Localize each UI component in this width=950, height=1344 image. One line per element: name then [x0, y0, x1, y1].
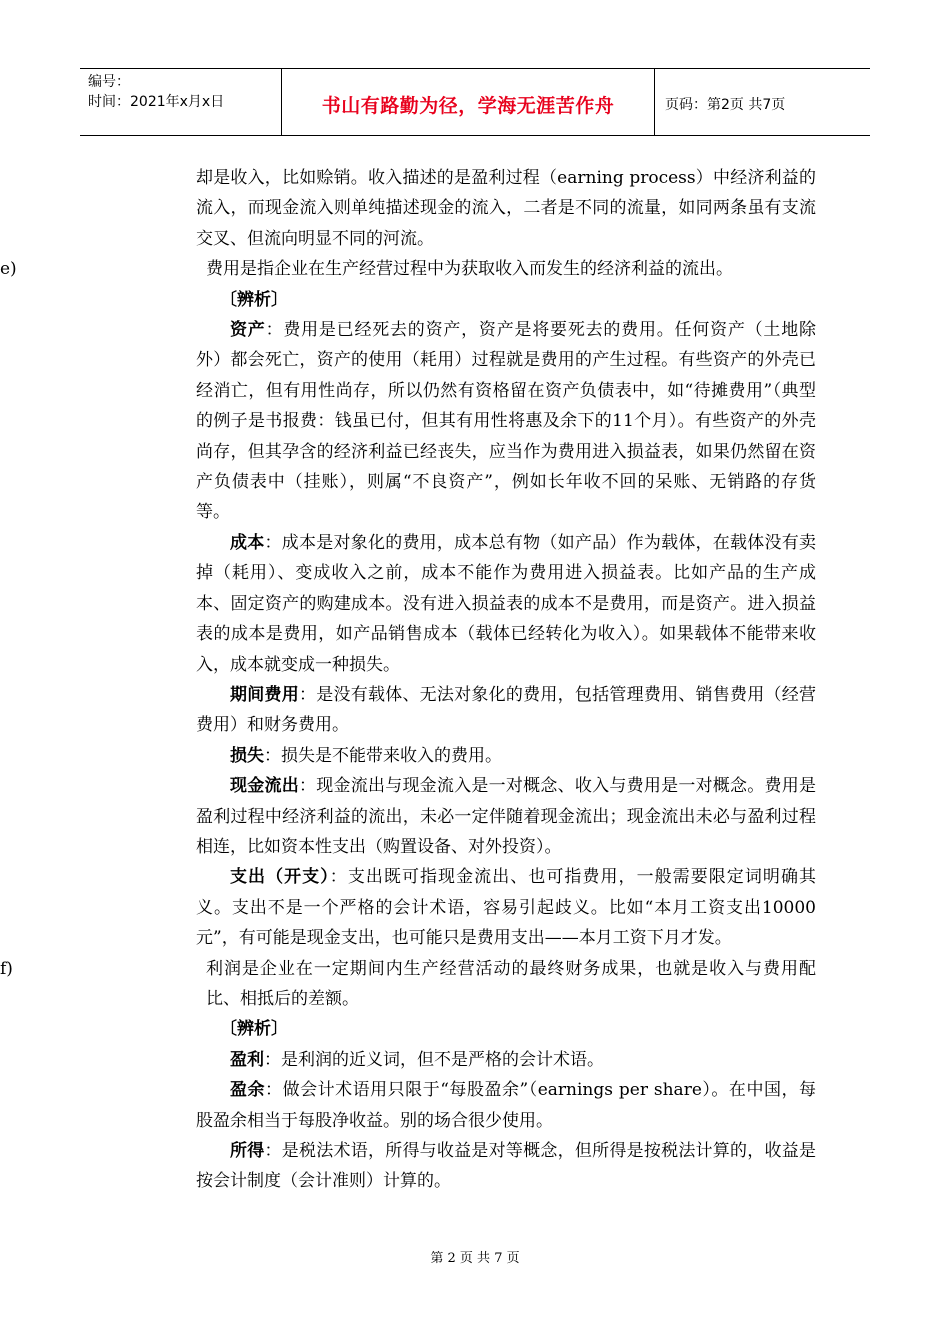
term-income: 所得 [230, 1141, 265, 1161]
text-cash-outflow: ：现金流出与现金流入是一对概念、收入与费用是一对概念。费用是盈利过程中经济利益的流出，未必一定伴随着现金流出；现金流出未必与盈利过程相连，比如资本性支出（购置设备、对外投资）。 [196, 776, 817, 857]
paragraph-profit [196, 1045, 816, 1075]
list-text-f: 利润是企业在一定期间内生产经营活动的最终财务成果，也就是收入与费用配比、相抵后的差额。 [206, 958, 816, 1009]
term-period-expense: 期间费用 [230, 684, 299, 705]
page-footer [0, 1247, 950, 1266]
paragraph-continuation: 却是收入，比如赊销。收入描述的是盈利过程（earning process）中经济利益的流入，而现金流入则单纯描述现金的流入，二者是不同的流量，如同两条虽有支流交叉、但流向明显不同的河流。 [196, 168, 816, 249]
header-page-cell [655, 69, 870, 135]
paragraph-surplus [196, 1075, 816, 1136]
paragraph-loss [196, 741, 816, 771]
list-item-e [0, 254, 816, 284]
paragraph-expenditure [196, 862, 816, 953]
header-meta-cell [80, 69, 282, 135]
list-text-e: 费用是指企业在生产经营过程中为获取收入而发生的经济利益的流出。 [206, 259, 733, 280]
document-number-label: 编号： [88, 74, 130, 90]
term-cash-outflow: 现金流出 [230, 776, 299, 797]
text-income: ：是税法术语，所得与收益是对等概念，但所得是按税法计算的，收益是按会计制度（会计准则）计算的。 [196, 1141, 817, 1192]
text-asset: ：费用是已经死去的资产，资产是将要死去的费用。任何资产（土地除外）都会死亡，资产的使用（耗用）过程就是费用的产生过程。有些资产的外壳已经消亡，但有用性尚存，所以仍然有资格留在资产负债表中，如“待摊费用”（典型的例子是书报费：钱虽已付，但其有用性将惠及余下的11个月）。有些资产的外壳尚存，但其孕含的经济利益已经丧失，应当作为费用进入损益表，如果仍然留在资产负债表中（挂账），则属“不良资产”，例如长年收不回的呆账、无销路的存货等。 [196, 320, 816, 523]
analysis-heading-e [196, 285, 816, 315]
header-motto: 书山有路勤为径，学海无涯苦作舟 [321, 94, 615, 117]
term-profit: 盈利 [230, 1049, 264, 1070]
analysis-label: 〔辨析〕 [220, 1019, 288, 1040]
analysis-heading-f [196, 1014, 816, 1044]
list-marker-f: f) [0, 958, 13, 979]
text-loss: ：损失是不能带来收入的费用。 [264, 745, 502, 766]
paragraph-cash-outflow [196, 771, 816, 862]
paragraph-asset [196, 315, 816, 528]
paragraph-cost [196, 528, 816, 680]
paragraph-income [196, 1136, 816, 1197]
term-asset: 资产 [230, 320, 266, 341]
term-expenditure: 支出（开支） [230, 867, 330, 888]
list-marker-e: e) [0, 259, 17, 280]
document-body [0, 163, 817, 1197]
footer-page-number: 第 2 页 共 7 页 [430, 1251, 520, 1266]
term-cost: 成本 [230, 532, 265, 553]
text-surplus: ：做会计术语用只限于“每股盈余”（earnings per share）。在中国，每股盈余相当于每股净收益。别的场合很少使用。 [196, 1080, 816, 1131]
header-page-code: 页码：第2页 共7页 [665, 97, 786, 113]
paragraph-period-expense [196, 680, 816, 741]
header-motto-cell [282, 69, 655, 135]
document-date: 时间：2021年x月x日 [88, 94, 225, 110]
text-expenditure: ：支出既可指现金流出、也可指费用，一般需要限定词明确其义。支出不是一个严格的会计术语，容易引起歧义。比如“本月工资支出10000元”，有可能是现金支出，也可能只是费用支出——本月工资下月才发。 [196, 867, 816, 949]
document-header [80, 68, 870, 136]
analysis-label: 〔辨析〕 [220, 289, 288, 310]
list-item-f [0, 954, 816, 1015]
text-cost: ：成本是对象化的费用，成本总有物（如产品）作为载体，在载体没有卖掉（耗用）、变成收入之前，成本不能作为费用进入损益表。比如产品的生产成本、固定资产的购建成本。没有进入损益表的成本不是费用，而是资产。进入损益表的成本是费用，如产品销售成本（载体已经转化为收入）。如果载体不能带来收入，成本就变成一种损失。 [196, 532, 817, 675]
text-profit: ：是利润的近义词，但不是严格的会计术语。 [264, 1049, 604, 1070]
term-surplus: 盈余 [230, 1080, 266, 1101]
text-period-expense: ：是没有载体、无法对象化的费用，包括管理费用、销售费用（经营费用）和财务费用。 [196, 684, 817, 736]
term-loss: 损失 [230, 745, 264, 766]
